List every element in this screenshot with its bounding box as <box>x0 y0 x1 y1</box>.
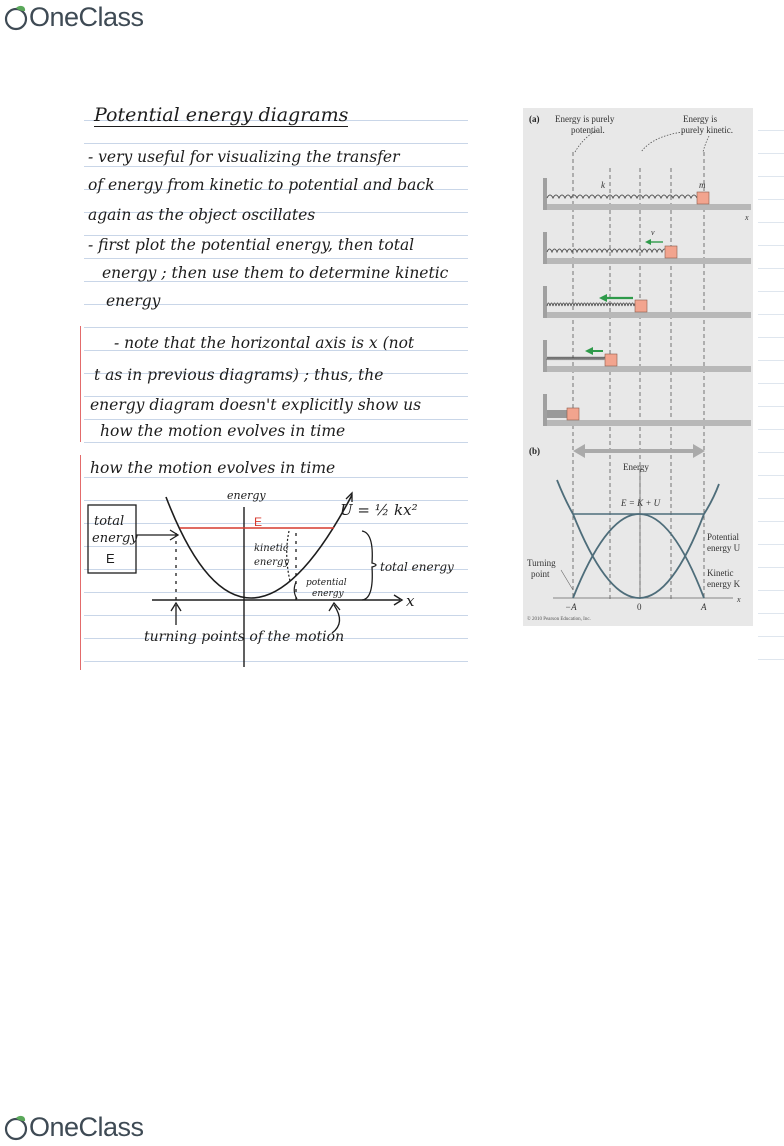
potential-curve-ext-left <box>557 480 573 514</box>
x-axis-label: x <box>406 592 415 610</box>
spring-energy-figure <box>523 108 753 626</box>
tick-neg-a: −A <box>565 602 577 612</box>
kinetic-energy-curve <box>573 514 704 598</box>
callout-kinetic-line: purely kinetic. <box>681 125 733 135</box>
potential-energy-label: energy U <box>707 543 741 553</box>
box-label-line: total <box>94 514 125 529</box>
note-line: energy diagram doesn't explicitly show us <box>90 396 422 414</box>
energy-sketch <box>84 455 468 670</box>
note-line: - note that the horizontal axis is x (not <box>114 334 415 352</box>
turning-arrowhead-right <box>329 603 340 611</box>
margin-line <box>80 455 81 670</box>
velocity-label: v <box>651 228 655 237</box>
note-line: - very useful for visualizing the transfer <box>88 148 400 166</box>
kinetic-label-line: kinetic <box>254 543 289 554</box>
spring-row <box>543 228 751 264</box>
energy-label: Energy <box>623 462 649 472</box>
part-a-label: (a) <box>529 114 540 124</box>
spring-k-label: k <box>601 180 605 190</box>
notes-page-sketch <box>84 455 468 670</box>
callout-arrow-right <box>703 136 709 152</box>
energy-range-right-head <box>693 444 705 458</box>
kinetic-label-line: energy <box>254 557 290 568</box>
x-axis-label-b: x <box>737 595 741 604</box>
callout-arrow-center <box>641 132 683 152</box>
turning-point-label: point <box>531 569 550 579</box>
note-line: of energy from kinetic to potential and back <box>88 176 435 194</box>
tree-leaf-icon <box>4 4 28 32</box>
y-axis-label: energy <box>227 489 266 502</box>
total-brace <box>362 531 376 600</box>
textbook-figure <box>523 108 753 626</box>
potential-label-line: potential <box>306 578 347 588</box>
note-line: energy ; then use them to determine kinetic <box>102 264 449 282</box>
page-edge-lines <box>758 108 784 668</box>
kinetic-brace <box>287 531 290 581</box>
spring-row <box>543 178 751 222</box>
notes-page-top <box>84 98 468 443</box>
note-line: t as in previous diagrams) ; thus, the <box>94 366 384 384</box>
equation-label: E = K + U <box>621 498 661 508</box>
oneclass-logo-top: OneClass <box>4 2 144 33</box>
e-label: E <box>254 515 263 529</box>
total-label: total energy <box>380 560 454 574</box>
box-label-line: E <box>106 551 115 566</box>
turning-points-label: turning points of the motion <box>144 629 345 645</box>
spring-row <box>543 394 751 426</box>
notes-title: Potential energy diagrams <box>94 104 349 126</box>
tick-zero: 0 <box>637 602 642 612</box>
note-line: again as the object oscillates <box>88 206 316 224</box>
spring-row <box>543 340 751 372</box>
turning-point-label: Turning <box>527 558 556 568</box>
kinetic-energy-label: Kinetic <box>707 568 734 578</box>
potential-energy-label: Potential <box>707 532 739 542</box>
curve-label: U = ½ kx² <box>340 501 418 519</box>
box-label-line: energy <box>92 531 138 546</box>
callout-potential-line: Energy is purely <box>555 114 615 124</box>
turning-point-pointer <box>561 570 573 590</box>
energy-range-left-head <box>573 444 585 458</box>
callout-potential-line: potential. <box>571 125 605 135</box>
tick-a: A <box>701 602 707 612</box>
part-b-label: (b) <box>529 446 540 456</box>
margin-line <box>80 326 81 442</box>
note-line: how the motion evolves in time <box>100 422 346 440</box>
oneclass-logo-bottom: OneClass <box>4 1112 144 1143</box>
note-line: energy <box>106 292 161 310</box>
copyright: © 2010 Pearson Education, Inc. <box>527 617 591 622</box>
note-line: - first plot the potential energy, then total <box>88 236 415 254</box>
callout-kinetic-line: Energy is <box>683 114 718 124</box>
potential-label-line: energy <box>312 589 344 599</box>
potential-curve-ext-right <box>704 484 719 514</box>
spring-row <box>543 286 751 318</box>
kinetic-energy-label: energy K <box>707 579 741 589</box>
sketch-header: how the motion evolves in time <box>90 459 336 477</box>
tree-leaf-icon <box>4 1114 28 1142</box>
vertical-guides <box>573 152 704 600</box>
x-axis-label-a: x <box>745 213 749 222</box>
mass-m-label: m <box>699 180 706 190</box>
